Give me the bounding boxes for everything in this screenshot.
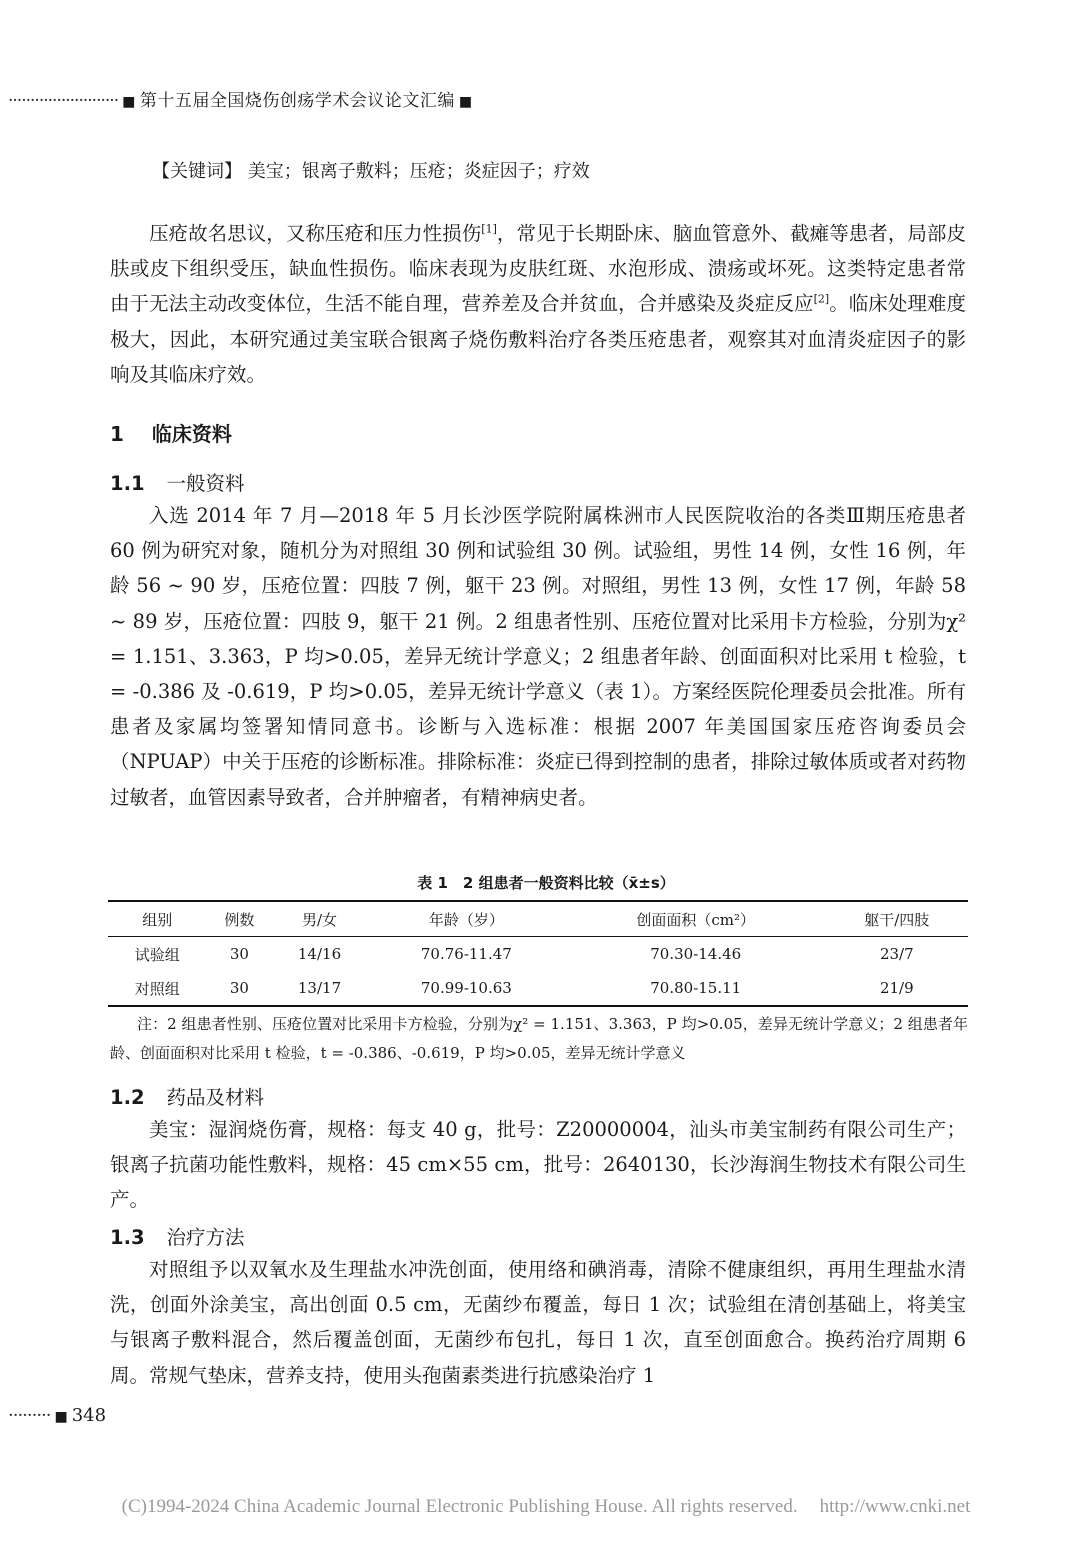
running-header <box>8 86 477 111</box>
table-header-cell: 男/女 <box>301 910 338 929</box>
intro-text: ，常见于长期卧床、脑血管意外、截瘫等患者，局部皮肤或皮下组织受压，缺血性损伤。临床表现为皮肤红斑、水泡形成、溃疡或坏死。这类特定患者常由于无法主动改变体位，生活不能自理，营养差及合并贫血，合并感染及炎症反应 <box>110 222 966 316</box>
subsection-heading-1-1 <box>110 468 245 496</box>
materials-paragraph: 美宝：湿润烧伤膏，规格：每支 40 g，批号：Z20000004，汕头市美宝制药有限公司生产；银离子抗菌功能性敷料，规格：45 cm×55 cm，批号：2640130，长沙海润生物技术有限公司生产。 <box>110 1118 966 1212</box>
copyright-line <box>0 1496 1092 1518</box>
table-cell: 21/9 <box>879 979 914 997</box>
subsection-title: 一般资料 <box>166 472 245 495</box>
subsection-title: 治疗方法 <box>166 1226 245 1249</box>
table-cell: 试验组 <box>134 945 180 964</box>
subsection-number: 1.1 <box>110 472 145 495</box>
square-bullet-icon: ■ <box>54 1409 68 1425</box>
table-cell: 30 <box>229 945 249 963</box>
treatment-paragraph: 对照组予以双氧水及生理盐水冲洗创面，使用络和碘消毒，清除不健康组织，再用生理盐水清洗，创面外涂美宝，高出创面 0.5 cm，无菌纱布覆盖，每日 1 次；试验组在清创基础上，将美宝与银离子敷料混合，然后覆盖创面，无菌纱布包扎，每日 1 次，直至创面愈合。换药治疗周期 6 周。常规气垫床，营养支持，使用头孢菌素类进行抗感染治疗 1 <box>110 1258 966 1387</box>
intro-text: 压疮故名思议，又称压疮和压力性损伤 <box>149 222 482 245</box>
table-cell: 13/17 <box>297 979 342 997</box>
table-general-info <box>108 900 968 1007</box>
section-number: 1 <box>110 422 124 446</box>
footer-leader-dots: ········· <box>8 1405 51 1426</box>
table-note: 注：2 组患者性别、压疮位置对比采用卡方检验，分别为χ² = 1.151、3.363，P 均>0.05，差异无统计学意义；2 组患者年龄、创面面积对比采用 t 检验，t = -0.386、-0.619，P 均>0.05，差异无统计学意义 <box>110 1015 968 1062</box>
subsection-heading-1-2 <box>110 1082 264 1110</box>
table-caption: 表 1 2 组患者一般资料比较（x̄±s） <box>417 874 675 892</box>
table-header-cell: 例数 <box>224 910 255 929</box>
intro-paragraph <box>110 216 966 392</box>
table-cell: 23/7 <box>879 945 914 963</box>
table-header-cell: 创面面积（cm²） <box>636 910 756 929</box>
intro-text: 。临床处理难度极大，因此，本研究通过美宝联合银离子烧伤敷料治疗各类压疮患者，观察其对血清炎症因子的影响及其临床疗效。 <box>110 292 966 386</box>
subsection-number: 1.2 <box>110 1086 145 1109</box>
table-cell: 30 <box>229 979 249 997</box>
page-number: 348 <box>71 1405 107 1426</box>
table-cell: 对照组 <box>134 979 180 998</box>
square-bullet-icon: ■ <box>122 94 136 110</box>
keywords-label: 【关键词】 <box>152 161 242 182</box>
table-header-cell: 躯干/四肢 <box>864 910 930 929</box>
table-header-cell: 年龄（岁） <box>428 910 504 929</box>
subsection-heading-1-3 <box>110 1222 245 1250</box>
citation-ref[interactable]: [2] <box>813 292 830 306</box>
table-header-cell: 组别 <box>142 910 173 929</box>
header-title: 第十五届全国烧伤创疡学术会议论文汇编 <box>139 91 455 111</box>
general-info-paragraph: 入选 2014 年 7 月—2018 年 5 月长沙医学院附属株洲市人民医院收治的各类Ⅲ期压疮患者 60 例为研究对象，随机分为对照组 30 例和试验组 30 例。试验组，男性 14 例，女性 16 例，年龄 56 ~ 90 岁，压疮位置：四肢 7 例，躯干 23 例。对照组，男性 13 例，女性 17 例，年龄 58 ~ 89 岁，压疮位置：四肢 9，躯干 21 例。2 组患者性别、压疮位置对比采用卡方检验，分别为χ² = 1.151、3.363，P 均>0.05，差异无统计学意义；2 组患者年龄、创面面积对比采用 t 检验，t = -0.386 及 -0.619，P 均>0.05，差异无统计学意义（表 1）。方案经医院伦理委员会批准。所有患者及家属均签署知情同意书。诊断与入选标准：根据 2007 年美国国家压疮咨询委员会（NPUAP）中关于压疮的诊断标准。排除标准：炎症已得到控制的患者，排除过敏体质或者对药物过敏者，血管因素导致者，合并肿瘤者，有精神病史者。 <box>110 504 966 809</box>
table-row <box>108 971 968 1006</box>
citation-ref[interactable]: [1] <box>481 222 497 236</box>
subsection-title: 药品及材料 <box>166 1086 265 1109</box>
keywords-text: 美宝；银离子敷料；压疮；炎症因子；疗效 <box>247 161 590 182</box>
cnki-link[interactable]: http://www.cnki.net <box>819 1496 971 1517</box>
header-leader-dots: ························· <box>8 91 119 111</box>
table-cell: 70.80-15.11 <box>650 979 742 997</box>
table-row <box>108 937 968 972</box>
subsection-number: 1.3 <box>110 1226 145 1249</box>
section-title: 临床资料 <box>151 422 232 446</box>
page-footer <box>8 1405 106 1426</box>
table-cell: 70.30-14.46 <box>650 945 742 963</box>
square-bullet-icon: ■ <box>458 94 473 110</box>
section-heading-1 <box>110 418 260 447</box>
table-cell: 14/16 <box>297 945 342 963</box>
copyright-text: (C)1994-2024 China Academic Journal Electronic Publishing House. All rights reserved. <box>121 1496 798 1517</box>
table-cell: 70.76-11.47 <box>420 945 512 963</box>
keywords-line <box>152 157 590 183</box>
table-cell: 70.99-10.63 <box>420 979 512 997</box>
table-header-row <box>108 901 968 937</box>
